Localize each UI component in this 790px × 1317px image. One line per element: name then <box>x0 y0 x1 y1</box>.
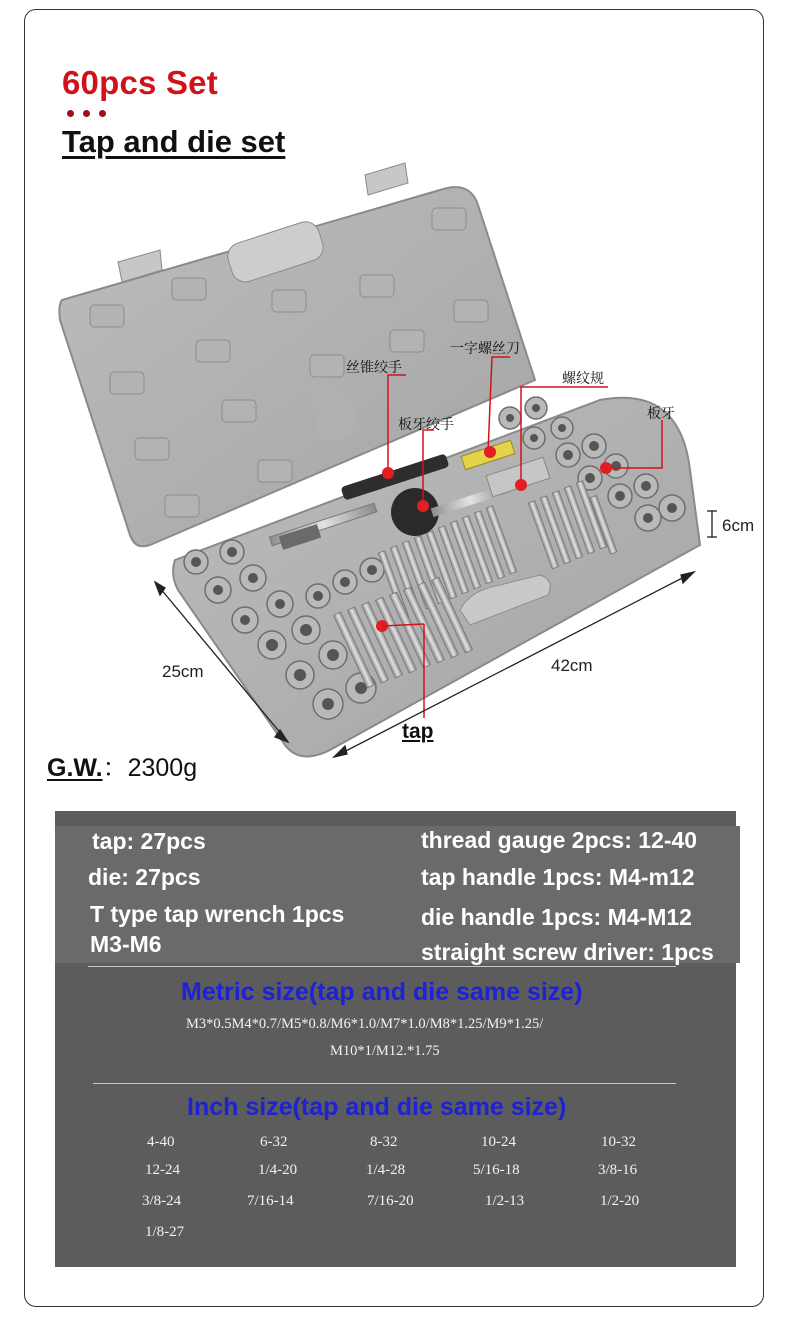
spec-t-wrench: T type tap wrench 1pcs <box>90 901 345 927</box>
inch-size: 5/16-18 <box>473 1162 520 1178</box>
spec-thread-gauge: thread gauge 2pcs: 12-40 <box>421 827 698 853</box>
divider-top <box>88 966 676 967</box>
inch-size: 1/2-13 <box>485 1193 525 1209</box>
gross-weight-sep: ： <box>102 754 128 782</box>
inch-size: 1/2-20 <box>600 1193 640 1209</box>
label-screwdriver-cn: 一字螺丝刀 <box>450 340 520 356</box>
inch-size: 7/16-14 <box>247 1193 294 1209</box>
label-thread-gauge-cn: 螺纹规 <box>562 370 604 386</box>
inch-size: 8-32 <box>370 1134 398 1150</box>
label-die-cn: 板牙 <box>647 405 675 421</box>
inch-heading: Inch size(tap and die same size) <box>187 1093 567 1121</box>
inch-size: 12-24 <box>145 1162 180 1178</box>
inch-size: 7/16-20 <box>367 1193 414 1209</box>
set-count-heading: 60pcs Set <box>62 64 218 101</box>
spec-tap-count: tap: 27pcs <box>92 828 206 854</box>
inch-size: 6-32 <box>260 1134 288 1150</box>
inch-size: 10-24 <box>481 1134 516 1150</box>
inch-size: 3/8-24 <box>142 1193 182 1209</box>
spec-screwdriver: straight screw driver: 1pcs <box>421 939 714 965</box>
dimension-height: 6cm <box>722 516 755 535</box>
spec-die-handle: die handle 1pcs: M4-M12 <box>421 904 692 930</box>
divider-bottom <box>93 1083 676 1084</box>
inch-size: 10-32 <box>601 1134 636 1150</box>
gross-weight-value: 2300g <box>127 754 198 782</box>
inch-size: 1/4-20 <box>258 1162 298 1178</box>
metric-heading: Metric size(tap and die same size) <box>181 978 583 1006</box>
gross-weight <box>47 748 197 784</box>
label-tap: tap <box>402 720 434 743</box>
spec-t-wrench-range: M3-M6 <box>90 931 162 957</box>
label-die-handle-cn: 板牙绞手 <box>398 416 454 432</box>
dimension-length: 42cm <box>551 656 593 675</box>
inch-size: 1/8-27 <box>145 1224 185 1240</box>
gross-weight-key: G.W. <box>47 754 103 782</box>
spec-die-count: die: 27pcs <box>88 864 201 890</box>
inch-size: 3/8-16 <box>598 1162 638 1178</box>
label-tap-handle-cn: 丝锥绞手 <box>346 359 402 375</box>
inch-size: 4-40 <box>147 1134 175 1150</box>
dimension-width: 25cm <box>162 662 204 681</box>
metric-sizes-line2: M10*1/M12.*1.75 <box>330 1043 440 1059</box>
product-title: Tap and die set <box>62 124 286 159</box>
inch-size: 1/4-28 <box>366 1162 406 1178</box>
spec-tap-handle: tap handle 1pcs: M4-m12 <box>421 864 695 890</box>
metric-sizes-line1: M3*0.5M4*0.7/M5*0.8/M6*1.0/M7*1.0/M8*1.25/M9*1.25/ <box>186 1016 544 1032</box>
